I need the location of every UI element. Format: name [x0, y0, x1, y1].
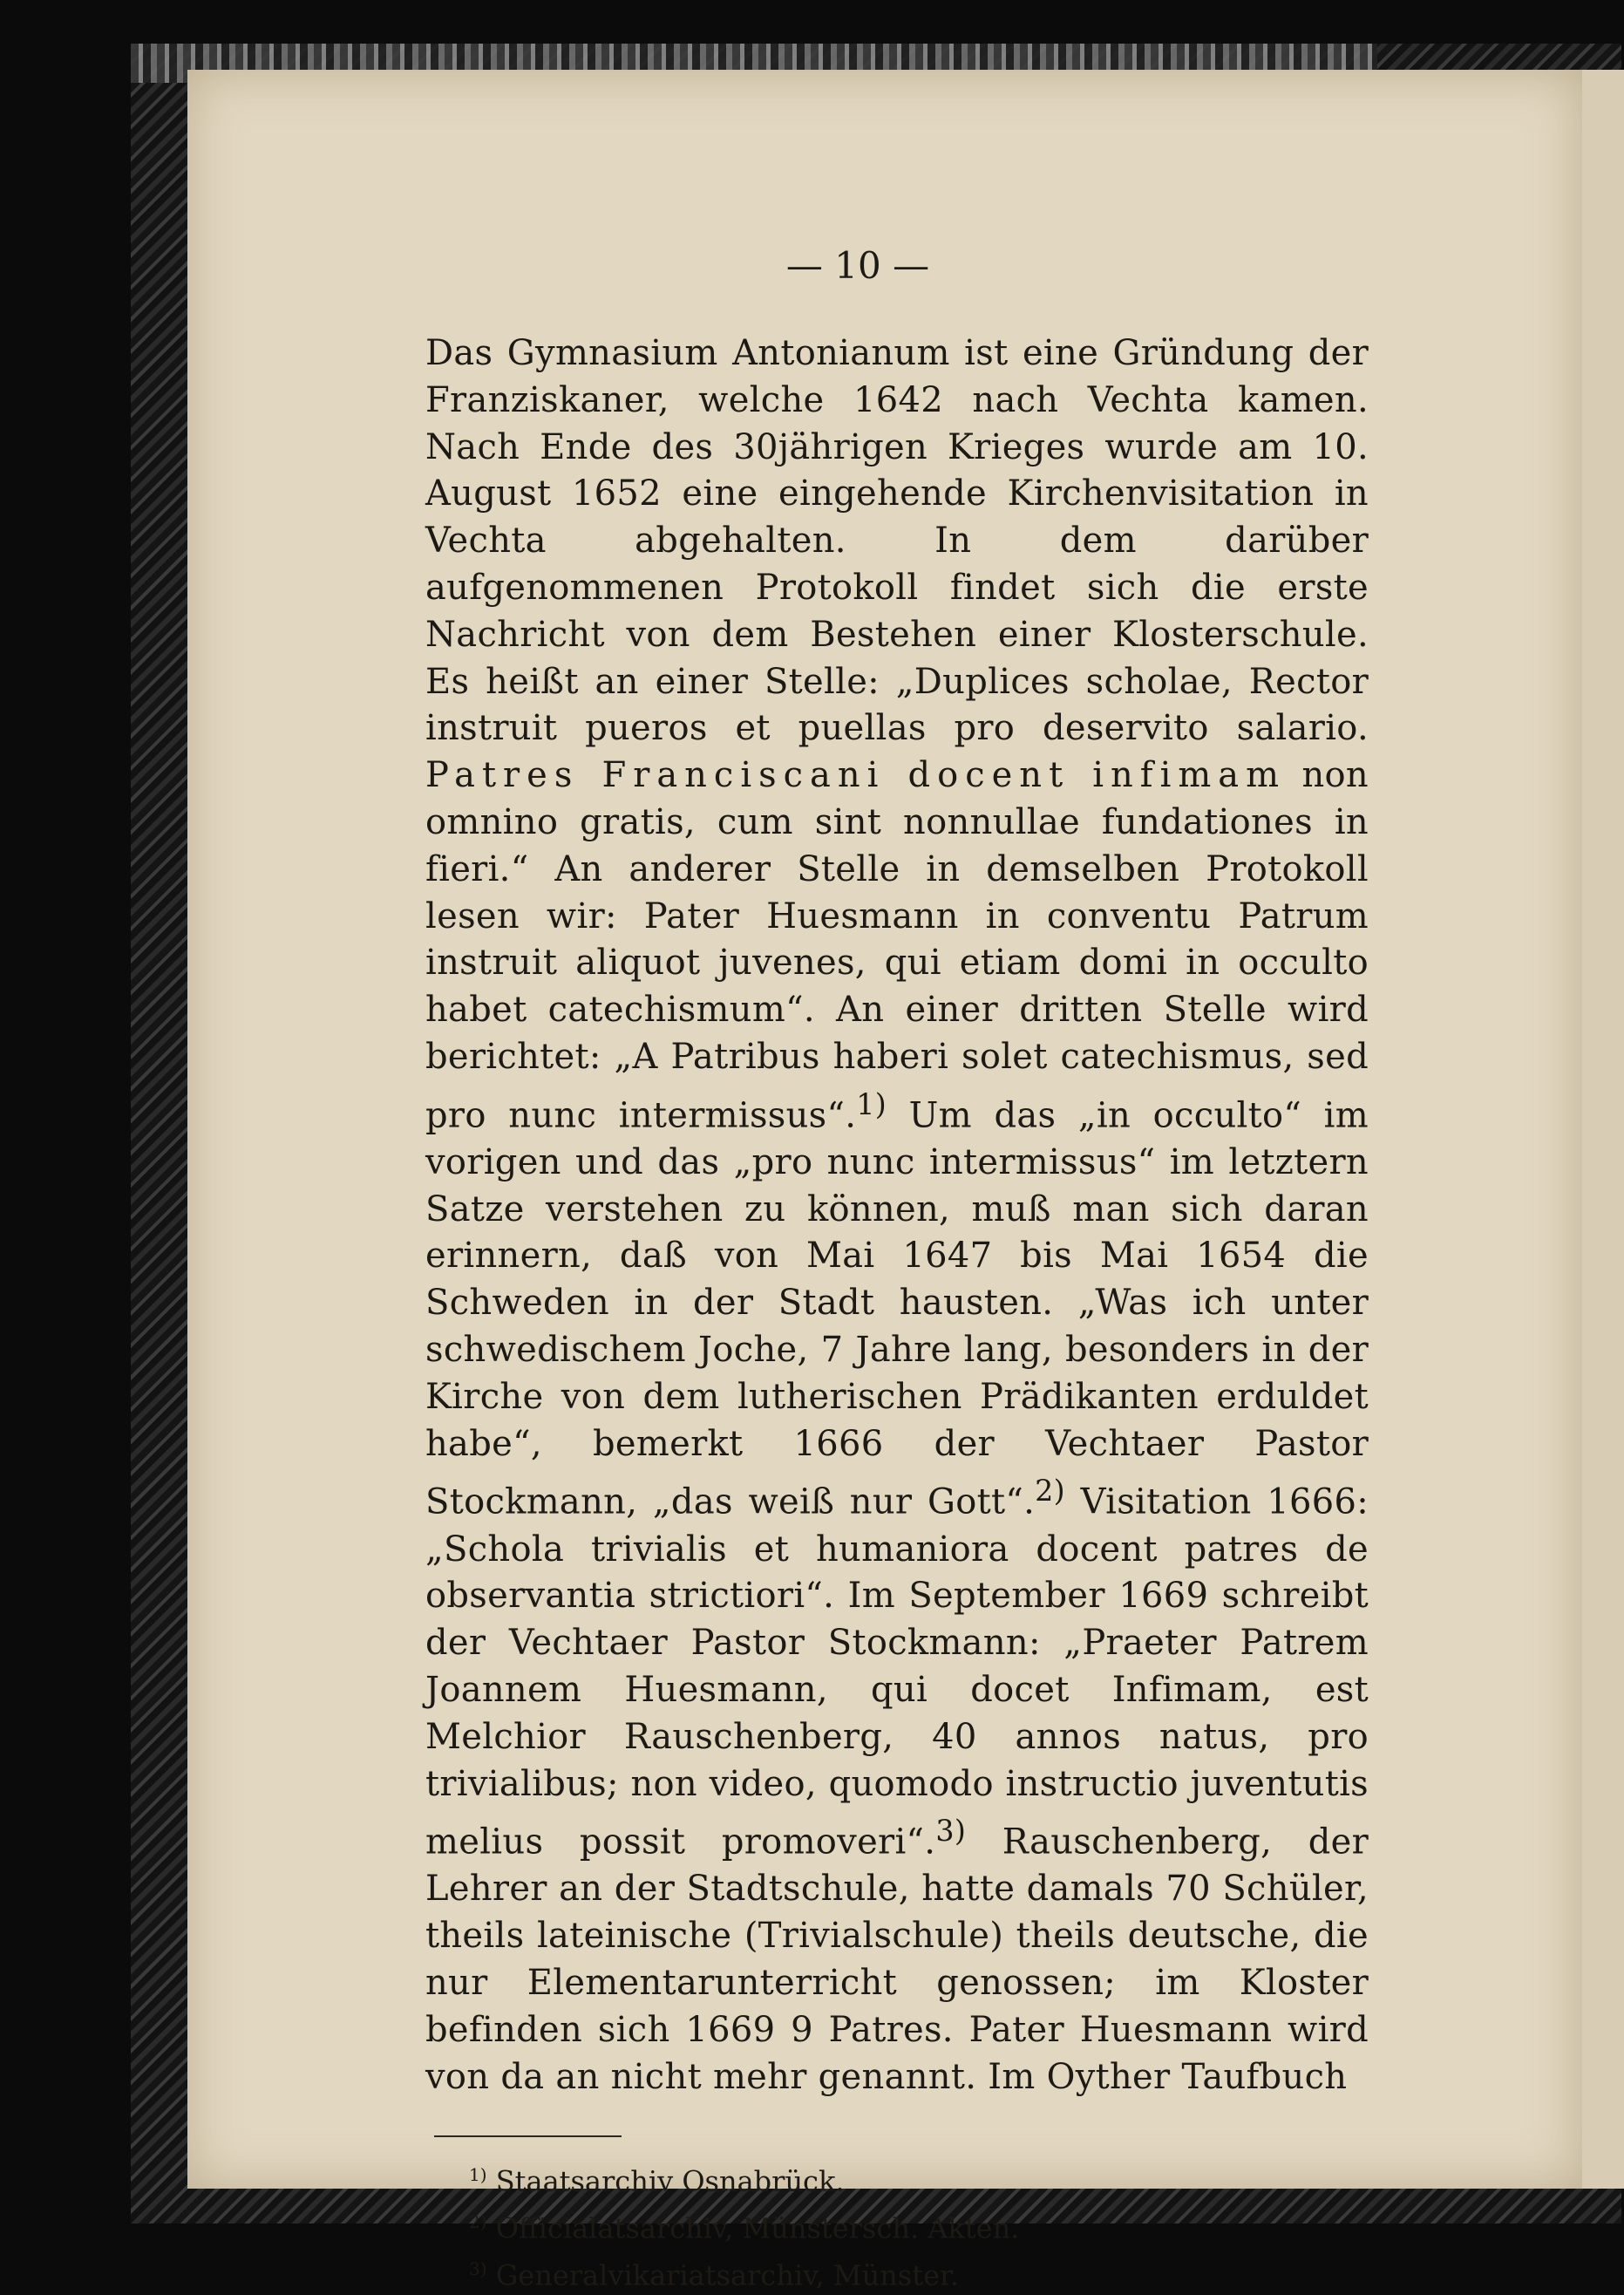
footnote-ref-1: 1)	[856, 1086, 887, 1121]
page-content	[425, 244, 1369, 2295]
paragraph-text-2: non omnino gratis, cum sint nonnullae fundationes in fieri.“ An anderer Stelle in demselben Protokoll lesen wir: Pater Huesmann in conventu Patrum instruit aliquot juvenes, qui etiam domi in occulto habet catechismum“. An einer dritten Stelle wird berichtet: „A Patribus haberi solet catechismus, sed pro nunc intermissus“.	[425, 755, 1369, 1136]
paragraph-text-1: Das Gymnasium Antonianum ist eine Gründung der Franziskaner, welche 1642 nach Vechta kamen. Nach Ende des 30jährigen Krieges wurde am 10. August 1652 eine eingehende Kirchenvisitation in Vechta abgehalten. In dem darüber aufgenommenen Protokoll findet sich die erste Nachricht von dem Bestehen einer Klosterschule. Es heißt an einer Stelle: „Duplices scholae, Rector instruit pueros et puellas pro deservito salario.	[425, 333, 1369, 749]
paragraph-text-3: Um das „in occulto“ im vorigen und das „pro nunc intermissus“ im letztern Satze verstehen zu können, muß man sich daran erinnern, daß von Mai 1647 bis Mai 1654 die Schweden in der Stadt hausten. „Was ich unter schwedischem Joche, 7 Jahre lang, besonders in der Kirche von dem lutherischen Prädikanten erduldet habe“, bemerkt 1666 der Vechtaer Pastor Stockmann, „das weiß nur Gott“.	[425, 1095, 1369, 1522]
facing-page-edge	[1582, 70, 1624, 2189]
footnote-ref-2: 2)	[1035, 1474, 1065, 1508]
footnote-ref-3: 3)	[935, 1814, 967, 1849]
footnote-divider	[434, 2135, 622, 2137]
body-paragraph	[425, 330, 1369, 2101]
page-number: — 10 —	[785, 244, 930, 287]
paragraph-text-5: Rauschenberg, der Lehrer an der Stadtschule, hatte damals 70 Schüler, theils lateinische (Trivialschule) theils deutsche, die nur Elementarunterricht genossen; im Kloster befinden sich 1669 9 Patres. Pater Huesmann wird von da an nicht mehr genannt. Im Oyther Taufbuch	[425, 1822, 1369, 2097]
paragraph-text-4: Visitation 1666: „Schola trivialis et humaniora docent patres de observantia strictiori“. Im September 1669 schreibt der Vechtaer Pastor Stockmann: „Praeter Patrem Joannem Huesmann, qui docet Infimam, est Melchior Rauschenberg, 40 annos natus, pro trivialibus; non video, quomodo instructio juventutis melius possit promoveri“.	[425, 1481, 1369, 1863]
footnote-item: $^{3)}$ Generalvikariatsarchiv, Münster.	[469, 2258, 959, 2292]
footnotes	[469, 2155, 1369, 2295]
footnote-item: $^{1)}$ Staatsarchiv Osnabrück.	[469, 2164, 845, 2199]
spaced-latin-phrase: Patres Franciscani docent infimam	[425, 755, 1287, 796]
footnote-item: $^{2)}$ Officialatsarchiv, Münstersch. Akten.	[469, 2211, 1020, 2245]
